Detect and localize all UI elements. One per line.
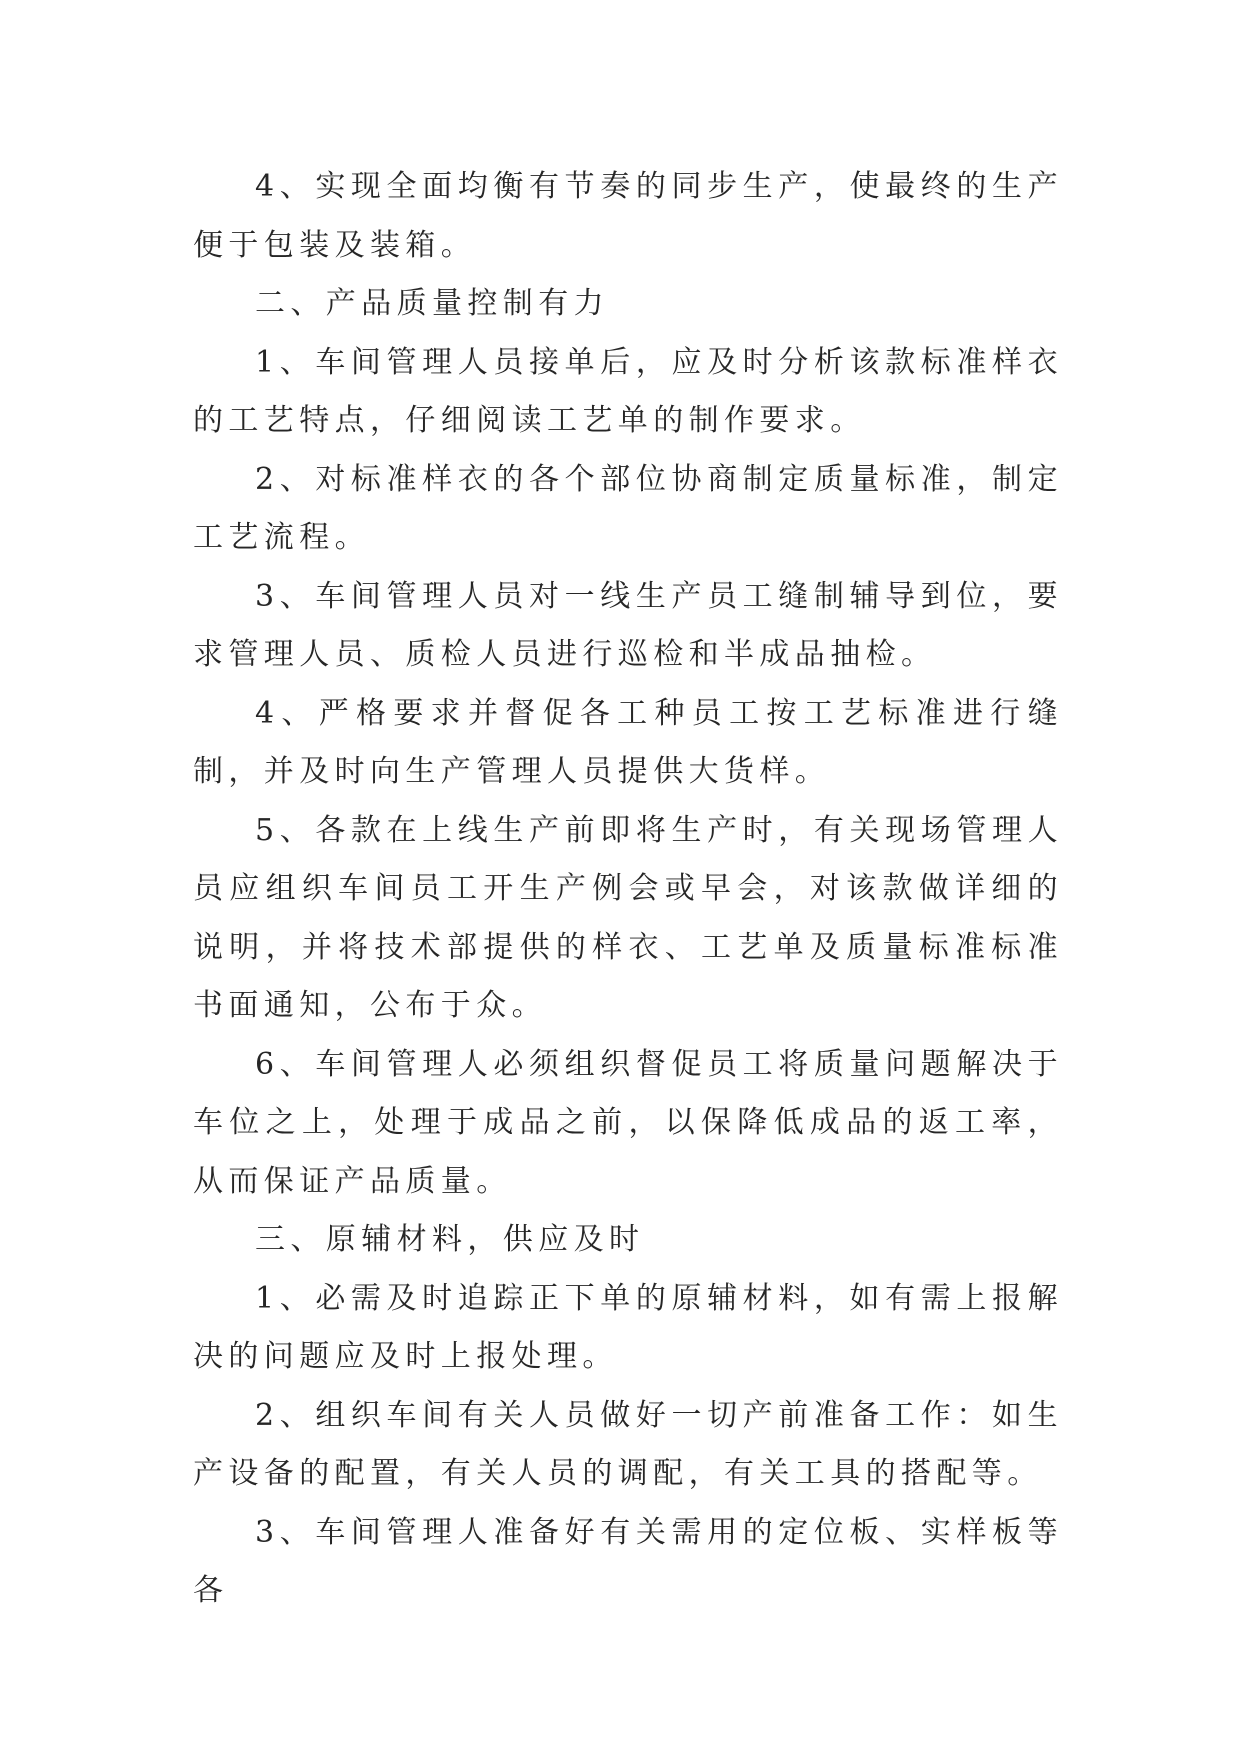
paragraph-item-4-rhythm: 4、实现全面均衡有节奏的同步生产，使最终的生产便于包装及装箱。 — [193, 169, 1063, 263]
paragraph-item-1-tracking: 1、必需及时追踪正下单的原辅材料，如有需上报解决的问题应及时上报处理。 — [193, 1280, 1063, 1374]
paragraph-item-2-preparation: 2、组织车间有关人员做好一切产前准备工作：如生产设备的配置，有关人员的调配，有关工具的搭配等。 — [193, 1397, 1063, 1491]
paragraph-item-5-meeting: 5、各款在上线生产前即将生产时，有关现场管理人员应组织车间员工开生产例会或早会，对该款做详细的说明，并将技术部提供的样衣、工艺单及质量标准标准书面通知，公布于众。 — [193, 812, 1063, 1023]
paragraph-item-1-analysis: 1、车间管理人员接单后，应及时分析该款标准样衣的工艺特点，仔细阅读工艺单的制作要求。 — [193, 344, 1063, 438]
section-heading-materials: 三、原辅材料，供应及时 — [255, 1222, 645, 1257]
paragraph-item-4-supervision: 4、严格要求并督促各工种员工按工艺标准进行缝制，并及时向生产管理人员提供大货样。 — [193, 695, 1063, 789]
paragraph-item-3-guidance: 3、车间管理人员对一线生产员工缝制辅导到位，要求管理人员、质检人员进行巡检和半成品抽检。 — [193, 578, 1063, 672]
paragraph-item-2-standards: 2、对标准样衣的各个部位协商制定质量标准，制定工艺流程。 — [193, 461, 1063, 555]
paragraph-item-6-quality-issues: 6、车间管理人必须组织督促员工将质量问题解决于车位之上，处理于成品之前，以保降低成品的返工率，从而保证产品质量。 — [193, 1046, 1063, 1199]
document-body — [193, 158, 1063, 1621]
paragraph-item-3-templates: 3、车间管理人准备好有关需用的定位板、实样板等各 — [193, 1514, 1063, 1608]
section-heading-quality-control: 二、产品质量控制有力 — [255, 286, 609, 321]
